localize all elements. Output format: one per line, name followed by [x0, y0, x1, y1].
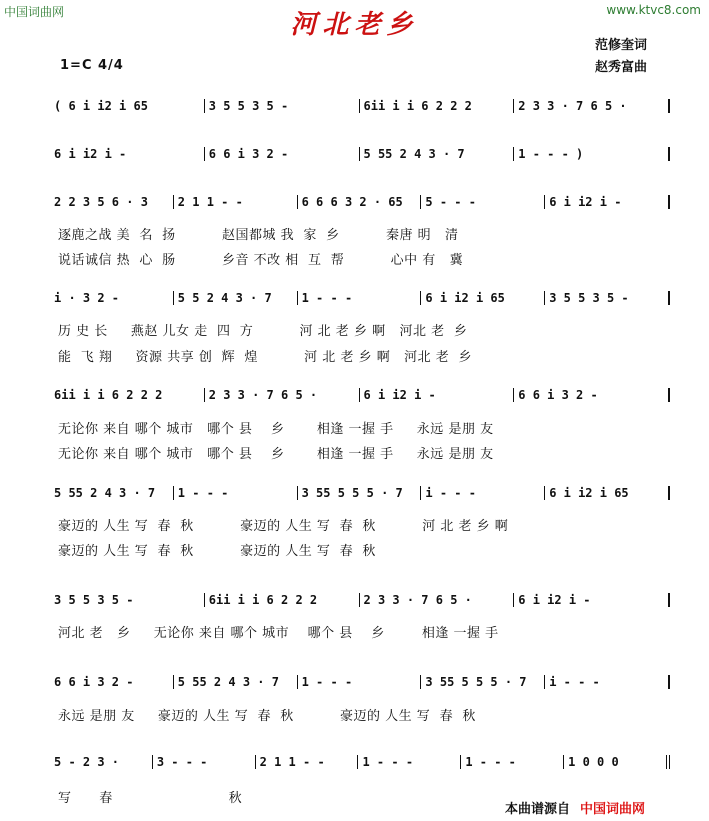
- lyricist-credit: 范修奎词: [595, 38, 648, 53]
- lyric-line-1: 逐鹿之战 美 名 扬 赵国都城 我 家 乡 秦唐 明 清: [58, 228, 459, 243]
- measure: ( 6 i i2 i 65: [54, 99, 148, 113]
- lyric-line-10: 永远 是朋 友 豪迈的 人生 写 春 秋 豪迈的 人生 写 春 秋: [58, 709, 476, 724]
- measure: 6 i i2 i 65: [544, 486, 670, 500]
- key-signature: 1=C 4/4: [60, 58, 124, 73]
- measure: 1 - - -: [460, 755, 563, 769]
- notation-line-3: [50, 190, 670, 214]
- notation-line-8: [50, 670, 670, 694]
- lyric-line-4: 能 飞 翔 资源 共享 创 辉 煌 河 北 老 乡 啊 河北 老 乡: [58, 350, 472, 365]
- source-credit: [505, 798, 645, 817]
- measure: 6ii i i 6 2 2 2: [54, 388, 163, 402]
- measure: 6 6 i 3 2 -: [204, 147, 359, 161]
- measure: 6 i i2 i -: [359, 388, 514, 402]
- lyric-line-7: 豪迈的 人生 写 春 秋 豪迈的 人生 写 春 秋 河 北 老 乡 啊: [58, 519, 509, 534]
- measure: 6 6 i 3 2 -: [54, 675, 134, 689]
- measure: 5 - - -: [420, 195, 544, 209]
- measure: 1 - - -: [297, 291, 421, 305]
- measure: 6 i i2 i 65: [420, 291, 544, 305]
- measure: 2 1 1 - -: [173, 195, 297, 209]
- measure: i · 3 2 -: [54, 291, 120, 305]
- measure: 5 55 2 4 3 · 7: [54, 486, 156, 500]
- notation-line-4: [50, 286, 670, 310]
- measure: 2 3 3 · 7 6 5 ·: [513, 99, 670, 113]
- measure: 3 - - -: [152, 755, 255, 769]
- lyric-line-6: 无论你 来自 哪个 城市 哪个 县 乡 相逢 一握 手 永远 是朋 友: [58, 447, 494, 462]
- watermark-left: 中国词曲网: [4, 5, 65, 19]
- lyric-line-3: 历 史 长 燕赵 儿女 走 四 方 河 北 老 乡 啊 河北 老 乡: [58, 324, 468, 339]
- measure: 6ii i i 6 2 2 2: [204, 593, 359, 607]
- measure: 3 5 5 3 5 -: [54, 593, 134, 607]
- lyric-line-9: 河北 老 乡 无论你 来自 哪个 城市 哪个 县 乡 相逢 一握 手: [58, 626, 499, 641]
- measure: 3 5 5 3 5 -: [544, 291, 670, 305]
- measure: 5 5 2 4 3 · 7: [173, 291, 297, 305]
- measure: 1 0 0 0: [563, 755, 670, 769]
- source-label: 本曲谱源自: [505, 802, 571, 817]
- notation-line-1: [50, 94, 670, 118]
- measure: 2 3 3 · 7 6 5 ·: [359, 593, 514, 607]
- measure: 2 2 3 5 6 · 3: [54, 195, 148, 209]
- song-title: 河北老乡: [290, 10, 419, 40]
- measure: 6 6 6 3 2 · 65: [297, 195, 421, 209]
- measure: 6ii i i 6 2 2 2: [359, 99, 514, 113]
- measure: 6 i i2 i -: [544, 195, 670, 209]
- measure: 1 - - - ): [513, 147, 670, 161]
- measure: i - - -: [544, 675, 670, 689]
- notation-line-5: [50, 383, 670, 407]
- measure: 3 55 5 5 5 · 7: [297, 486, 421, 500]
- lyric-line-8: 豪迈的 人生 写 春 秋 豪迈的 人生 写 春 秋: [58, 544, 376, 559]
- measure: 6 i i2 i -: [513, 593, 670, 607]
- source-site: 中国词曲网: [580, 802, 646, 817]
- watermark-right: www.ktvc8.com: [606, 3, 701, 17]
- measure: 5 - 2 3 ·: [54, 755, 120, 769]
- measure: 2 3 3 · 7 6 5 ·: [204, 388, 359, 402]
- lyric-line-11: 写 春 秋: [58, 791, 243, 806]
- composer-credit: 赵秀富曲: [595, 60, 648, 75]
- measure: 6 6 i 3 2 -: [513, 388, 670, 402]
- notation-line-2: [50, 142, 670, 166]
- measure: 5 55 2 4 3 · 7: [359, 147, 514, 161]
- notation-line-6: [50, 481, 670, 505]
- notation-line-7: [50, 588, 670, 612]
- measure: 5 55 2 4 3 · 7: [173, 675, 297, 689]
- measure: 3 55 5 5 5 · 7: [420, 675, 544, 689]
- measure: 1 - - -: [357, 755, 460, 769]
- measure: i - - -: [420, 486, 544, 500]
- notation-line-9: [50, 750, 670, 774]
- lyric-line-5: 无论你 来自 哪个 城市 哪个 县 乡 相逢 一握 手 永远 是朋 友: [58, 422, 494, 437]
- measure: 1 - - -: [173, 486, 297, 500]
- measure: 1 - - -: [297, 675, 421, 689]
- measure: 2 1 1 - -: [255, 755, 358, 769]
- measure: 6 i i2 i -: [54, 147, 127, 161]
- lyric-line-2: 说话诚信 热 心 肠 乡音 不改 相 互 帮 心中 有 冀: [58, 253, 464, 268]
- measure: 3 5 5 3 5 -: [204, 99, 359, 113]
